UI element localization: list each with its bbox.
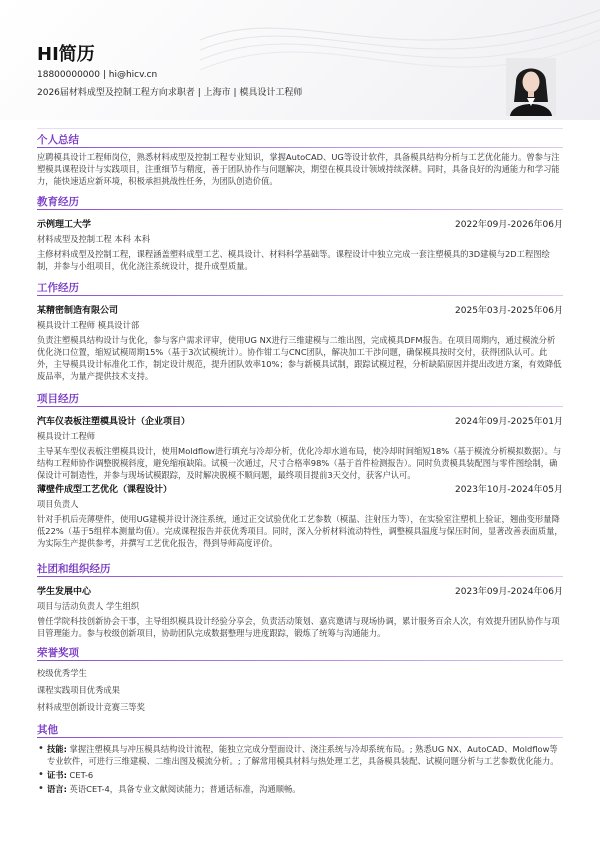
item-text: CET-6 [66, 770, 94, 780]
project-date: 2024年09月-2025年01月 [455, 417, 563, 427]
list-item [47, 769, 563, 781]
education-desc: 主修材料成型及控制工程，课程涵盖塑料成型工艺、模具设计、材料科学基础等。课程设计中独立完成一套注塑模具的3D建模与2D工程图绘制，并参与小组项目，优化浇注系统设计，提升成型质量。 [37, 249, 550, 271]
award-item: 课程实践项目优秀成果 [37, 685, 120, 695]
item-label: 语言: [47, 784, 67, 794]
work-date: 2025年03月-2025年06月 [455, 306, 563, 316]
list-item [47, 743, 563, 767]
project-header [37, 482, 563, 495]
projects-section [37, 391, 563, 549]
item-label: 技能: [47, 744, 67, 754]
section-title: 项目经历 [37, 393, 79, 405]
candidate-name: HI简历 [37, 44, 95, 65]
section-title: 荣誉奖项 [37, 647, 79, 659]
section-underline [37, 576, 563, 577]
project-desc: 针对手机后壳薄壁件，使用UG建模并设计浇注系统，通过正交试验优化工艺参数（模温、注射压力等），在实验室注塑机上验证，翘曲变形量降低22%（基于5组样本测量均值）。完成课程报告并获优秀项目。同时，深入分析材料流动特性，调整模具温度与保压时间，显著改善表面质量，为实际生产提供参考，并撰写工艺优化报告，得到导师高度评价。 [37, 514, 563, 548]
item-text: 掌握注塑模具与冲压模具结构设计流程，能独立完成分型面设计、浇注系统与冷却系统布局。; 熟悉UG NX、AutoCAD、Moldflow等专业软件，可进行三维建模、二维出图及模流分析。; 了解常用模具材料与热处理工艺，具备模具装配、试模问题分析与工艺参数优化能力。 [47, 744, 559, 766]
award-item: 校级优秀学生 [37, 668, 87, 678]
education-header [37, 217, 563, 230]
other-list [37, 743, 563, 795]
school-name: 示例理工大学 [37, 220, 92, 230]
project-role: 项目负责人 [37, 499, 79, 509]
org-name: 学生发展中心 [37, 587, 92, 597]
project-date: 2023年10月-2024年05月 [455, 485, 563, 495]
section-title: 其他 [37, 724, 58, 736]
campus-section [37, 561, 563, 639]
company-name: 某精密制造有限公司 [37, 306, 119, 316]
work-header [37, 303, 563, 316]
section-title: 工作经历 [37, 282, 79, 294]
section-underline [37, 660, 563, 661]
education-date: 2022年09月-2026年06月 [455, 220, 563, 230]
job-intent: 2026届材料成型及控制工程方向求职者 | 上海市 | 模具设计工程师 [37, 88, 303, 98]
avatar [506, 58, 556, 116]
work-section [37, 280, 563, 382]
campus-desc: 曾任学院科技创新协会干事，主导组织模具设计经验分享会，负责活动策划、嘉宾邀请与现场协调，累计服务百余人次，有效提升团队协作与项目管理能力。参与校级创新项目，协助团队完成数据整理与进度跟踪，锻炼了统筹与沟通能力。 [37, 616, 560, 638]
section-title: 社团和组织经历 [37, 563, 111, 575]
list-item [47, 783, 563, 795]
section-divider [37, 128, 563, 129]
campus-date: 2023年09月-2024年06月 [455, 587, 563, 597]
summary-text: 应聘模具设计工程师岗位，熟悉材料成型及控制工程专业知识，掌握AutoCAD、UG等设计软件，具备模具结构分析与工艺优化能力。曾参与注塑模具课程设计与实践项目，注重细节与精度，善于团队协作与问题解决，期望在模具设计领域持续深耕。同时，具备良好的沟通能力和学习能力，能快速适应新环境，积极承担挑战性任务，为团队创造价值。 [37, 152, 560, 186]
item-text: 英语CET-4，具备专业文献阅读能力；普通话标准，沟通顺畅。 [66, 784, 301, 794]
section-underline [37, 406, 563, 407]
section-title: 教育经历 [37, 196, 79, 208]
contact-info: 18800000000 | hi@hicv.cn [37, 70, 158, 80]
work-desc: 负责注塑模具结构设计与优化，参与客户需求评审，使用UG NX进行三维建模与二维出图，完成模具DFM报告。在项目周期内，通过模流分析优化浇口位置，缩短试模周期15%（基于3次试模统计）。协作钳工与CNC团队，解决加工干涉问题，确保模具按时交付，获得团队认可。此外，主导模具设计标准化工作，制定设计规范，提升团队效率10%；参与新模具试制，跟踪试模过程，分析缺陷原因并提出改进方案，有效降低废品率，为量产提供技术支持。 [37, 335, 562, 381]
project-name: 薄壁件成型工艺优化（课程设计） [37, 485, 173, 495]
campus-header [37, 584, 563, 597]
awards-section [37, 645, 563, 713]
project-name: 汽车仪表板注塑模具设计（企业项目） [37, 417, 191, 427]
project-role: 模具设计工程师 [37, 431, 96, 441]
award-item: 材料成型创新设计竞赛三等奖 [37, 702, 145, 712]
campus-role: 项目与活动负责人 学生组织 [37, 601, 140, 611]
section-underline [37, 737, 563, 738]
project-header [37, 414, 563, 427]
work-role: 模具设计工程师 模具设计部 [37, 320, 140, 330]
education-section [37, 194, 563, 272]
item-label: 证书: [47, 770, 67, 780]
section-underline [37, 209, 563, 210]
section-title: 个人总结 [37, 134, 79, 146]
section-underline [37, 295, 563, 296]
person-photo-icon [506, 58, 556, 116]
summary-section [37, 128, 563, 187]
education-major: 材料成型及控制工程 本科 本科 [37, 234, 151, 244]
other-section [37, 722, 563, 795]
project-desc: 主导某车型仪表板注塑模具设计，使用Moldflow进行填充与冷却分析，优化冷却水道布局，使冷却时间缩短18%（基于模流分析模拟数据）。与结构工程师协作调整脱模斜度，避免缩痕缺陷。试模一次通过，尺寸合格率98%（基于首件检测报告）。同时负责模具装配图与零件图绘制，确保设计可制造性，并参与现场试模跟踪，及时解决脱模不顺问题，最终项目提前3天交付，获客户认可。 [37, 446, 562, 480]
section-underline [37, 147, 563, 148]
